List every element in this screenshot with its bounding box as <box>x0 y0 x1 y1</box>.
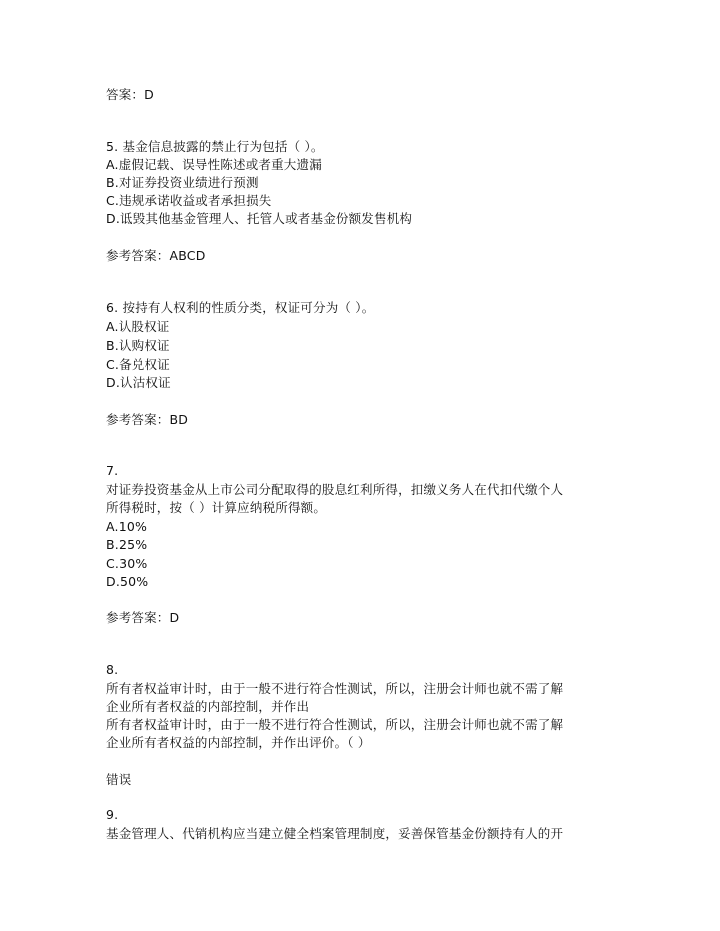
q7-option-b: B.25% <box>106 537 148 552</box>
q7-question-line-1: 对证券投资基金从上市公司分配取得的股息红利所得，扣缴义务人在代扣代缴个人 <box>106 482 564 497</box>
q8-number: 8. <box>106 662 119 677</box>
q9-question-line-1: 基金管理人、代销机构应当建立健全档案管理制度，妥善保管基金份额持有人的开 <box>106 826 564 841</box>
q8-question-line-1: 所有者权益审计时，由于一般不进行符合性测试，所以，注册会计师也就不需了解 <box>106 681 564 696</box>
q7-answer: 参考答案：D <box>106 610 180 625</box>
q6-question: 6. 按持有人权利的性质分类，权证可分为（ ）。 <box>106 300 375 315</box>
q6-answer: 参考答案：BD <box>106 412 189 427</box>
q5-option-c: C.违规承诺收益或者承担损失 <box>106 193 272 208</box>
q5-option-b: B.对证券投资业绩进行预测 <box>106 175 259 190</box>
q9-number: 9. <box>106 807 119 822</box>
q6-option-b: B.认购权证 <box>106 338 170 353</box>
q5-question: 5. 基金信息披露的禁止行为包括（ ）。 <box>106 139 324 154</box>
q5-option-a: A.虚假记载、误导性陈述或者重大遗漏 <box>106 157 322 172</box>
q8-question-line-4: 企业所有者权益的内部控制，并作出评价。（ ） <box>106 735 371 750</box>
q4-answer: 答案：D <box>106 87 154 102</box>
q7-option-a: A.10% <box>106 519 148 534</box>
q5-option-d: D.诋毁其他基金管理人、托管人或者基金份额发售机构 <box>106 211 413 226</box>
q7-option-c: C.30% <box>106 556 148 571</box>
q7-number: 7. <box>106 463 119 478</box>
q6-option-a: A.认股权证 <box>106 319 170 334</box>
q8-answer: 错误 <box>106 772 132 787</box>
q5-answer: 参考答案：ABCD <box>106 248 206 263</box>
q6-option-c: C.备兑权证 <box>106 357 170 372</box>
q7-option-d: D.50% <box>106 574 149 589</box>
q7-question-line-2: 所得税时，按（ ）计算应纳税所得额。 <box>106 500 327 515</box>
q8-question-line-2: 企业所有者权益的内部控制，并作出 <box>106 699 310 714</box>
q8-question-line-3: 所有者权益审计时，由于一般不进行符合性测试，所以，注册会计师也就不需了解 <box>106 717 564 732</box>
q6-option-d: D.认沽权证 <box>106 375 171 390</box>
